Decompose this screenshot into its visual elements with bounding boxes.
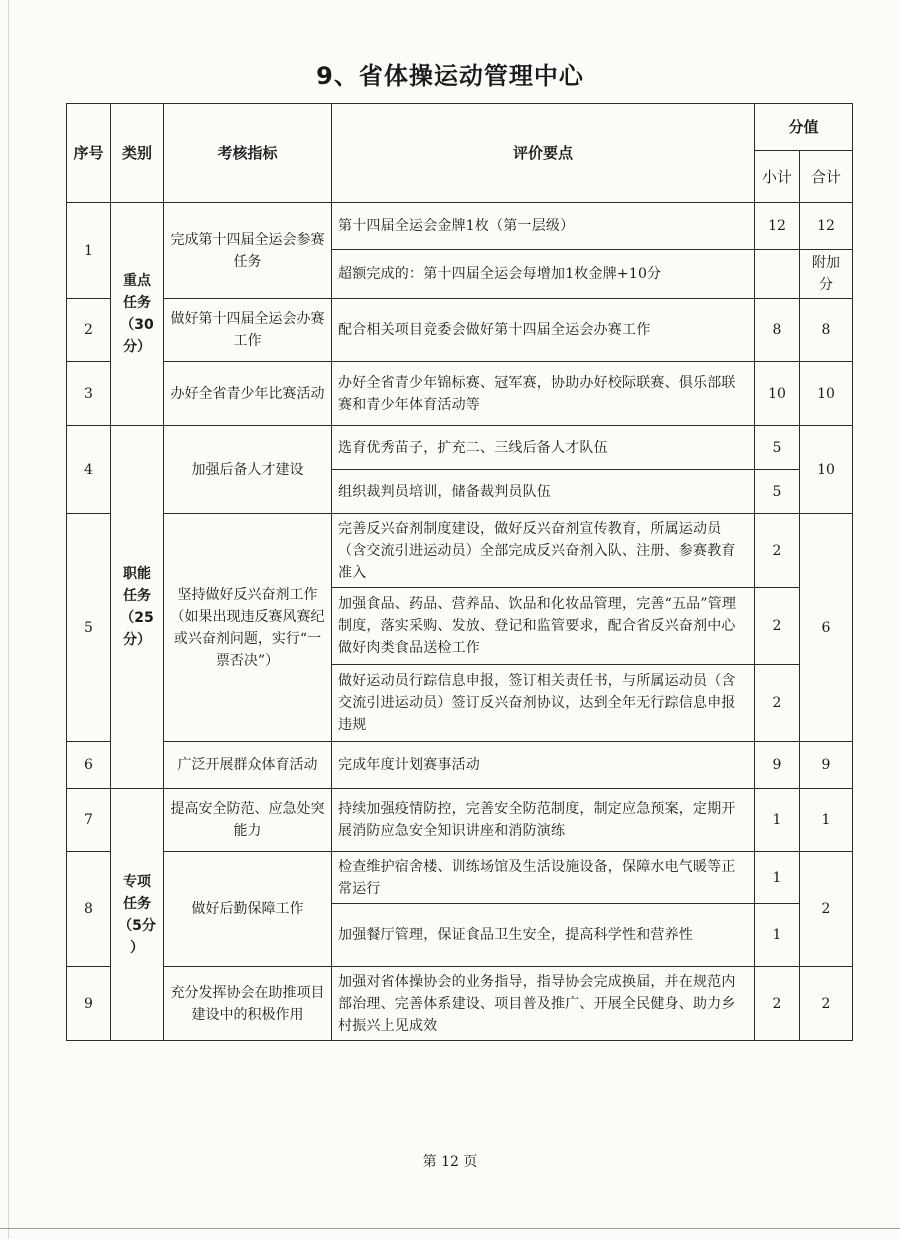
bottom-rule (0, 1228, 900, 1229)
row-subtotal: 5 (755, 470, 800, 514)
row-seq: 5 (67, 514, 111, 742)
row-subtotal: 2 (755, 514, 800, 588)
page-number: 第 12 页 (422, 1154, 478, 1170)
row-criteria: 第十四届全运会金牌1枚（第一层级） (332, 203, 755, 250)
row-criteria: 完成年度计划赛事活动 (332, 742, 755, 789)
row-seq: 4 (67, 426, 111, 514)
row-total: 9 (800, 742, 853, 789)
header-total: 合计 (800, 151, 853, 203)
row-seq: 2 (67, 299, 111, 362)
row-total: 6 (800, 514, 853, 742)
row-subtotal (755, 250, 800, 299)
table-row (67, 299, 853, 362)
header-category: 类别 (111, 104, 164, 203)
row-total: 1 (800, 789, 853, 852)
row-subtotal: 8 (755, 299, 800, 362)
row-criteria: 加强对省体操协会的业务指导，指导协会完成换届，并在规范内部治理、完善体系建设、项目普及推广、开展全民健身、助力乡村振兴上见成效 (332, 967, 755, 1041)
table-row (67, 362, 853, 426)
row-indicator: 坚持做好反兴奋剂工作（如果出现违反赛风赛纪或兴奋剂问题，实行“一票否决”） (164, 514, 332, 742)
category-func: 职能 任务 （25 分） (111, 426, 164, 789)
row-criteria: 完善反兴奋剂制度建设，做好反兴奋剂宣传教育，所属运动员（含交流引进运动员）全部完成反兴奋剂入队、注册、参赛教育准入 (332, 514, 755, 588)
row-total: 8 (800, 299, 853, 362)
row-subtotal: 12 (755, 203, 800, 250)
row-criteria: 办好全省青少年锦标赛、冠军赛，协助办好校际联赛、俱乐部联赛和青少年体育活动等 (332, 362, 755, 426)
row-indicator: 做好后勤保障工作 (164, 852, 332, 967)
row-criteria: 持续加强疫情防控，完善安全防范制度，制定应急预案，定期开展消防应急安全知识讲座和消防演练 (332, 789, 755, 852)
row-total: 2 (800, 967, 853, 1041)
table-row (67, 203, 853, 250)
row-criteria: 超额完成的：第十四届全运会每增加1枚金牌+10分 (332, 250, 755, 299)
row-seq: 1 (67, 203, 111, 299)
row-total: 10 (800, 362, 853, 426)
row-seq: 8 (67, 852, 111, 967)
row-indicator: 办好全省青少年比赛活动 (164, 362, 332, 426)
row-criteria: 配合相关项目竞委会做好第十四届全运会办赛工作 (332, 299, 755, 362)
row-indicator: 加强后备人才建设 (164, 426, 332, 514)
table-row (67, 967, 853, 1041)
row-subtotal: 10 (755, 362, 800, 426)
row-total-bonus: 附加分 (800, 250, 853, 299)
row-subtotal: 2 (755, 588, 800, 665)
table-row (67, 852, 853, 904)
assessment-table (66, 103, 853, 1041)
row-subtotal: 1 (755, 852, 800, 904)
header-seq: 序号 (67, 104, 111, 203)
row-subtotal: 1 (755, 789, 800, 852)
row-seq: 3 (67, 362, 111, 426)
header-subtotal: 小计 (755, 151, 800, 203)
row-subtotal: 5 (755, 426, 800, 470)
row-criteria: 做好运动员行踪信息申报，签订相关责任书，与所属运动员（含交流引进运动员）签订反兴奋剂协议，达到全年无行踪信息申报违规 (332, 665, 755, 742)
row-indicator: 做好第十四届全运会办赛工作 (164, 299, 332, 362)
row-seq: 6 (67, 742, 111, 789)
row-indicator: 广泛开展群众体育活动 (164, 742, 332, 789)
row-seq: 7 (67, 789, 111, 852)
table-row (67, 742, 853, 789)
table-row (67, 426, 853, 470)
category-key: 重点 任务 （30 分） (111, 203, 164, 426)
table-row (67, 514, 853, 588)
row-criteria: 选育优秀苗子，扩充二、三线后备人才队伍 (332, 426, 755, 470)
row-criteria: 加强食品、药品、营养品、饮品和化妆品管理，完善“五品”管理制度，落实采购、发放、登记和监管要求，配合省反兴奋剂中心做好肉类食品送检工作 (332, 588, 755, 665)
category-special: 专项 任务 （5分 ） (111, 789, 164, 1041)
row-total: 10 (800, 426, 853, 514)
header-indicator: 考核指标 (164, 104, 332, 203)
row-indicator: 提高安全防范、应急处突能力 (164, 789, 332, 852)
row-criteria: 组织裁判员培训，储备裁判员队伍 (332, 470, 755, 514)
header-criteria: 评价要点 (332, 104, 755, 203)
row-indicator: 充分发挥协会在助推项目建设中的积极作用 (164, 967, 332, 1041)
row-criteria: 加强餐厅管理，保证食品卫生安全，提高科学性和营养性 (332, 904, 755, 967)
row-criteria: 检查维护宿舍楼、训练场馆及生活设施设备，保障水电气暖等正常运行 (332, 852, 755, 904)
header-score: 分值 (755, 104, 853, 151)
row-subtotal: 1 (755, 904, 800, 967)
row-subtotal: 2 (755, 967, 800, 1041)
row-indicator: 完成第十四届全运会参赛任务 (164, 203, 332, 299)
row-subtotal: 9 (755, 742, 800, 789)
row-seq: 9 (67, 967, 111, 1041)
scan-edge-line (8, 0, 9, 1239)
page-title: 9、省体操运动管理中心 (316, 62, 584, 90)
row-total: 12 (800, 203, 853, 250)
row-subtotal: 2 (755, 665, 800, 742)
row-total: 2 (800, 852, 853, 967)
table-row (67, 789, 853, 852)
